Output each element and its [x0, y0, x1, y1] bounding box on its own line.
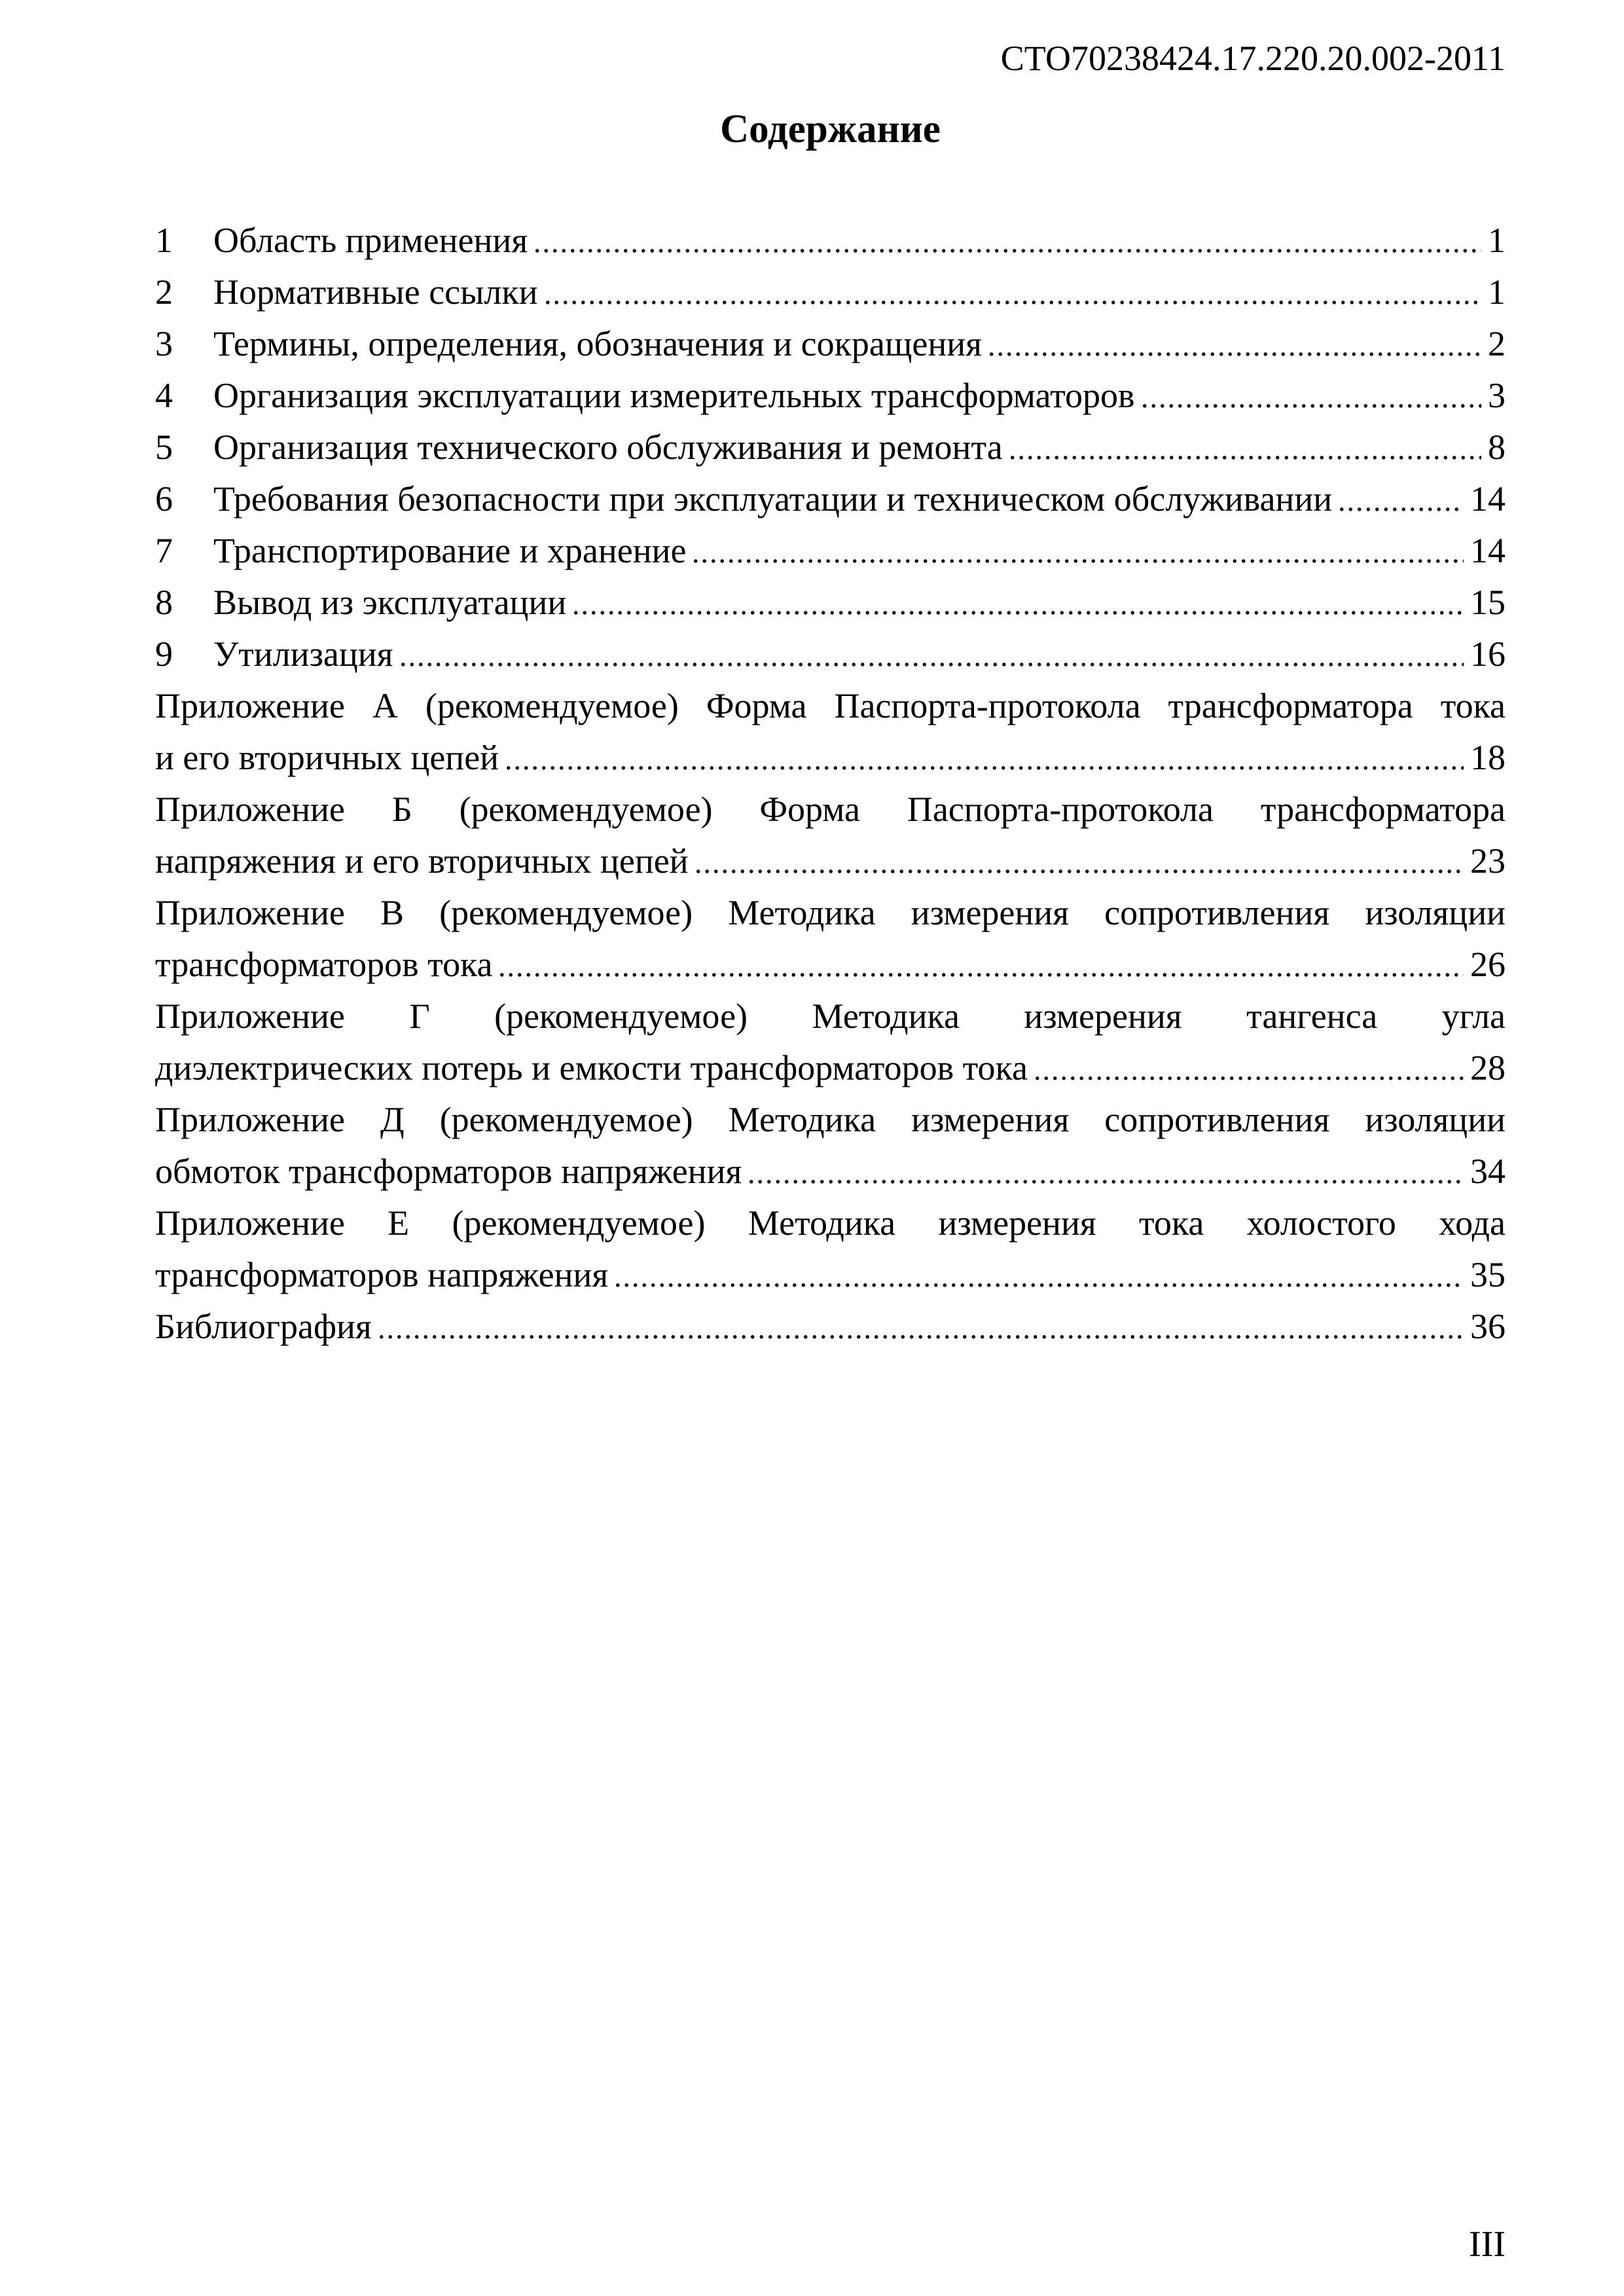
- toc-entry-text: Область применения: [213, 221, 528, 260]
- toc-line: [155, 939, 1506, 991]
- toc-list: [155, 215, 1506, 1353]
- toc-line: [155, 1042, 1506, 1094]
- toc-entry-text: Приложение Д (рекомендуемое) Методика измерения сопротивления изоляции: [155, 1100, 1506, 1139]
- toc-entry-number: 6: [155, 479, 173, 519]
- toc-entry-text: Требования безопасности при эксплуатации и техническом обслуживании: [213, 479, 1333, 519]
- toc-entry: [155, 629, 1506, 680]
- toc-entry-number: 3: [155, 324, 173, 363]
- toc-line: [155, 266, 1506, 318]
- toc-entry: [155, 473, 1506, 525]
- toc-entry-number: 9: [155, 634, 173, 674]
- toc-entry: [155, 991, 1506, 1094]
- toc-entry-text: и его вторичных цепей: [155, 738, 499, 777]
- toc-line: [155, 1146, 1506, 1197]
- toc-line: [155, 784, 1506, 835]
- dot-leader: [1033, 1042, 1464, 1094]
- toc-line: [155, 680, 1506, 732]
- toc-entry-text: Приложение В (рекомендуемое) Методика измерения сопротивления изоляции: [155, 893, 1506, 932]
- toc-page-number: 16: [1470, 634, 1506, 674]
- dot-leader: [1140, 370, 1481, 422]
- toc-line: [155, 991, 1506, 1042]
- toc-entry: [155, 680, 1506, 784]
- toc-page-number: 3: [1488, 376, 1506, 415]
- toc-entry-text: Организация технического обслуживания и ремонта: [213, 428, 1003, 467]
- toc-entry-text: Вывод из эксплуатации: [213, 583, 567, 622]
- toc-entry: [155, 215, 1506, 266]
- dot-leader: [613, 1249, 1464, 1301]
- dot-leader: [497, 939, 1464, 991]
- toc-entry: [155, 784, 1506, 887]
- toc-page-number: 1: [1488, 272, 1506, 312]
- toc-entry-text: Приложение Е (рекомендуемое) Методика измерения тока холостого хода: [155, 1203, 1506, 1243]
- toc-page-number: 26: [1470, 945, 1506, 984]
- toc-page-number: 35: [1470, 1255, 1506, 1294]
- toc-entry-text: Приложение Г (рекомендуемое) Методика измерения тангенса угла: [155, 996, 1506, 1036]
- toc-page-number: 36: [1470, 1307, 1506, 1346]
- toc-line: [155, 577, 1506, 629]
- toc-entry-text: трансформаторов напряжения: [155, 1255, 609, 1294]
- toc-entry-text: диэлектрических потерь и емкости трансформаторов тока: [155, 1048, 1028, 1087]
- dot-leader: [571, 577, 1464, 629]
- toc-page-number: 23: [1470, 841, 1506, 881]
- toc-entry-text: Нормативные ссылки: [213, 272, 538, 312]
- toc-page-number: 15: [1470, 583, 1506, 622]
- dot-leader: [694, 835, 1464, 887]
- toc-line: [155, 1197, 1506, 1249]
- dot-leader: [504, 732, 1464, 784]
- dot-leader: [543, 266, 1482, 318]
- toc-line: [155, 1094, 1506, 1146]
- toc-entry: [155, 318, 1506, 370]
- toc-line: [155, 318, 1506, 370]
- toc-line: [155, 732, 1506, 784]
- toc-entry-text: Транспортирование и хранение: [213, 531, 687, 570]
- toc-entry-number: 5: [155, 428, 173, 467]
- dot-leader: [747, 1146, 1464, 1197]
- page-title: Содержание: [720, 107, 941, 151]
- toc-entry: [155, 1094, 1506, 1197]
- toc-page-number: 1: [1488, 221, 1506, 260]
- toc-page-number: 14: [1470, 531, 1506, 570]
- toc-line: [155, 887, 1506, 939]
- dot-leader: [399, 629, 1464, 680]
- toc-entry-text: Библиография: [155, 1307, 372, 1346]
- toc-entry-number: 4: [155, 376, 173, 415]
- toc-line: [155, 370, 1506, 422]
- toc-entry-text: Приложение А (рекомендуемое) Форма Паспорта-протокола трансформатора тока: [155, 686, 1506, 725]
- toc-entry-text: напряжения и его вторичных цепей: [155, 841, 689, 881]
- toc-entry: [155, 577, 1506, 629]
- toc-line: [155, 422, 1506, 473]
- toc-entry-text: Организация эксплуатации измерительных трансформаторов: [213, 376, 1135, 415]
- dot-leader: [691, 525, 1464, 577]
- toc-page-number: 14: [1470, 479, 1506, 519]
- toc-entry: [155, 1197, 1506, 1301]
- toc-entry-number: 8: [155, 583, 173, 622]
- document-code-header: СТО70238424.17.220.20.002-2011: [1000, 39, 1506, 78]
- toc-entry-number: 1: [155, 221, 173, 260]
- toc-entry-text: Утилизация: [213, 634, 393, 674]
- toc-page-number: 18: [1470, 738, 1506, 777]
- toc-entry: [155, 422, 1506, 473]
- toc-entry: [155, 266, 1506, 318]
- toc-line: [155, 1249, 1506, 1301]
- dot-leader: [987, 318, 1481, 370]
- toc-entry: [155, 525, 1506, 577]
- page-content: [155, 0, 1506, 1353]
- toc-line: [155, 473, 1506, 525]
- dot-leader: [533, 215, 1481, 266]
- toc-entry: [155, 1301, 1506, 1353]
- toc-page-number: 28: [1470, 1048, 1506, 1087]
- toc-line: [155, 525, 1506, 577]
- toc-page-number: 34: [1470, 1152, 1506, 1191]
- toc-line: [155, 835, 1506, 887]
- toc-entry-text: Термины, определения, обозначения и сокращения: [213, 324, 982, 363]
- toc-line: [155, 629, 1506, 680]
- toc-entry-text: обмоток трансформаторов напряжения: [155, 1152, 742, 1191]
- toc-entry: [155, 370, 1506, 422]
- toc-line: [155, 215, 1506, 266]
- dot-leader: [1008, 422, 1481, 473]
- toc-entry-text: Приложение Б (рекомендуемое) Форма Паспорта-протокола трансформатора: [155, 790, 1506, 829]
- toc-line: [155, 1301, 1506, 1353]
- toc-entry-text: трансформаторов тока: [155, 945, 493, 984]
- toc-entry: [155, 887, 1506, 991]
- toc-page-number: 8: [1488, 428, 1506, 467]
- page-number-footer: III: [1469, 2224, 1506, 2265]
- toc-entry-number: 2: [155, 272, 173, 312]
- toc-page-number: 2: [1488, 324, 1506, 363]
- dot-leader: [1337, 473, 1464, 525]
- toc-entry-number: 7: [155, 531, 173, 570]
- dot-leader: [377, 1301, 1464, 1353]
